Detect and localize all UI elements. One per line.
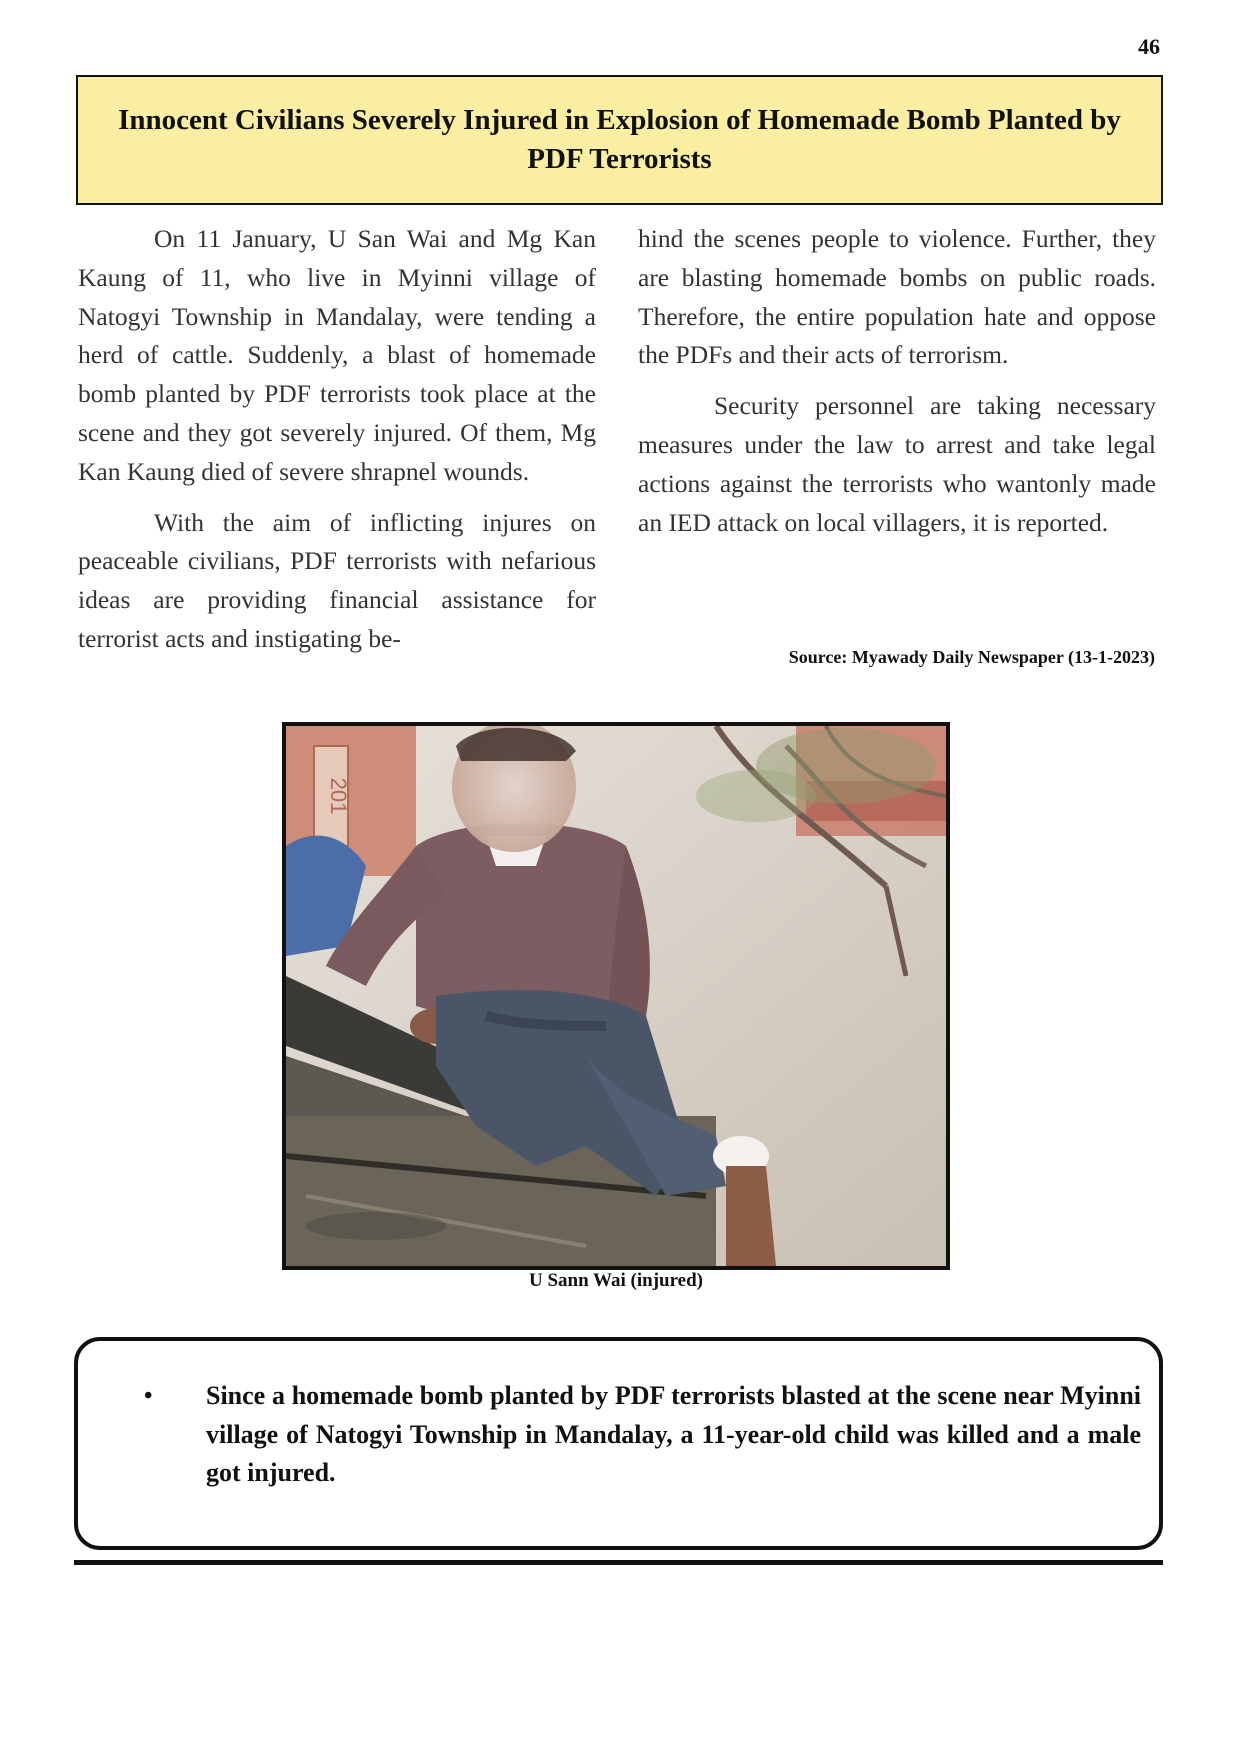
body-paragraph: On 11 January, U San Wai and Mg Kan Kaung of 11, who live in Myinni village of Natogyi Township in Mandalay, were tending a herd of cattle. Suddenly, a blast of homemade bomb planted by PDF terrorists took place at the scene and they got severely injured. Of them, Mg Kan Kaung died of severe shrapnel wounds. xyxy=(78,224,596,486)
sign-text: 201 xyxy=(326,777,351,815)
body-paragraph: hind the scenes people to violence. Further, they are blasting homemade bombs on public roads. Therefore, the entire population hate and oppose the PDFs and their acts of terrorism. xyxy=(638,224,1156,370)
summary-text: Since a homemade bomb planted by PDF terrorists blasted at the scene near Myinni village of Natogyi Township in Mandalay, a 11-year-old child was killed and a male got injured. xyxy=(206,1381,1141,1487)
body-paragraph: With the aim of inflicting injures on peaceable civilians, PDF terrorists with nefarious ideas are providing financial assistance for terrorist acts and instigating be- xyxy=(78,507,596,653)
source-citation: Source: Myawady Daily Newspaper (13-1-2023) xyxy=(788,647,1155,667)
left-column xyxy=(78,220,596,671)
summary-item xyxy=(144,1377,1141,1493)
summary-box xyxy=(74,1337,1163,1550)
body-paragraph: Security personnel are taking necessary measures under the law to arrest and take legal actions against the terrorists who wantonly made an IED attack on local villagers, it is reported. xyxy=(638,391,1156,537)
page-number: 46 xyxy=(1138,34,1160,59)
photo-illustration xyxy=(286,726,946,1266)
right-column xyxy=(638,220,1156,554)
photo-caption: U Sann Wai (injured) xyxy=(528,1270,704,1291)
injured-person-photo xyxy=(282,722,950,1270)
summary-list xyxy=(128,1377,1141,1493)
bullet-icon: • xyxy=(144,1383,153,1409)
article-title: Innocent Civilians Severely Injured in Explosion of Homemade Bomb Planted by PDF Terrorists xyxy=(118,103,1121,175)
bottom-divider xyxy=(74,1560,1163,1565)
article-title-box xyxy=(76,75,1163,205)
